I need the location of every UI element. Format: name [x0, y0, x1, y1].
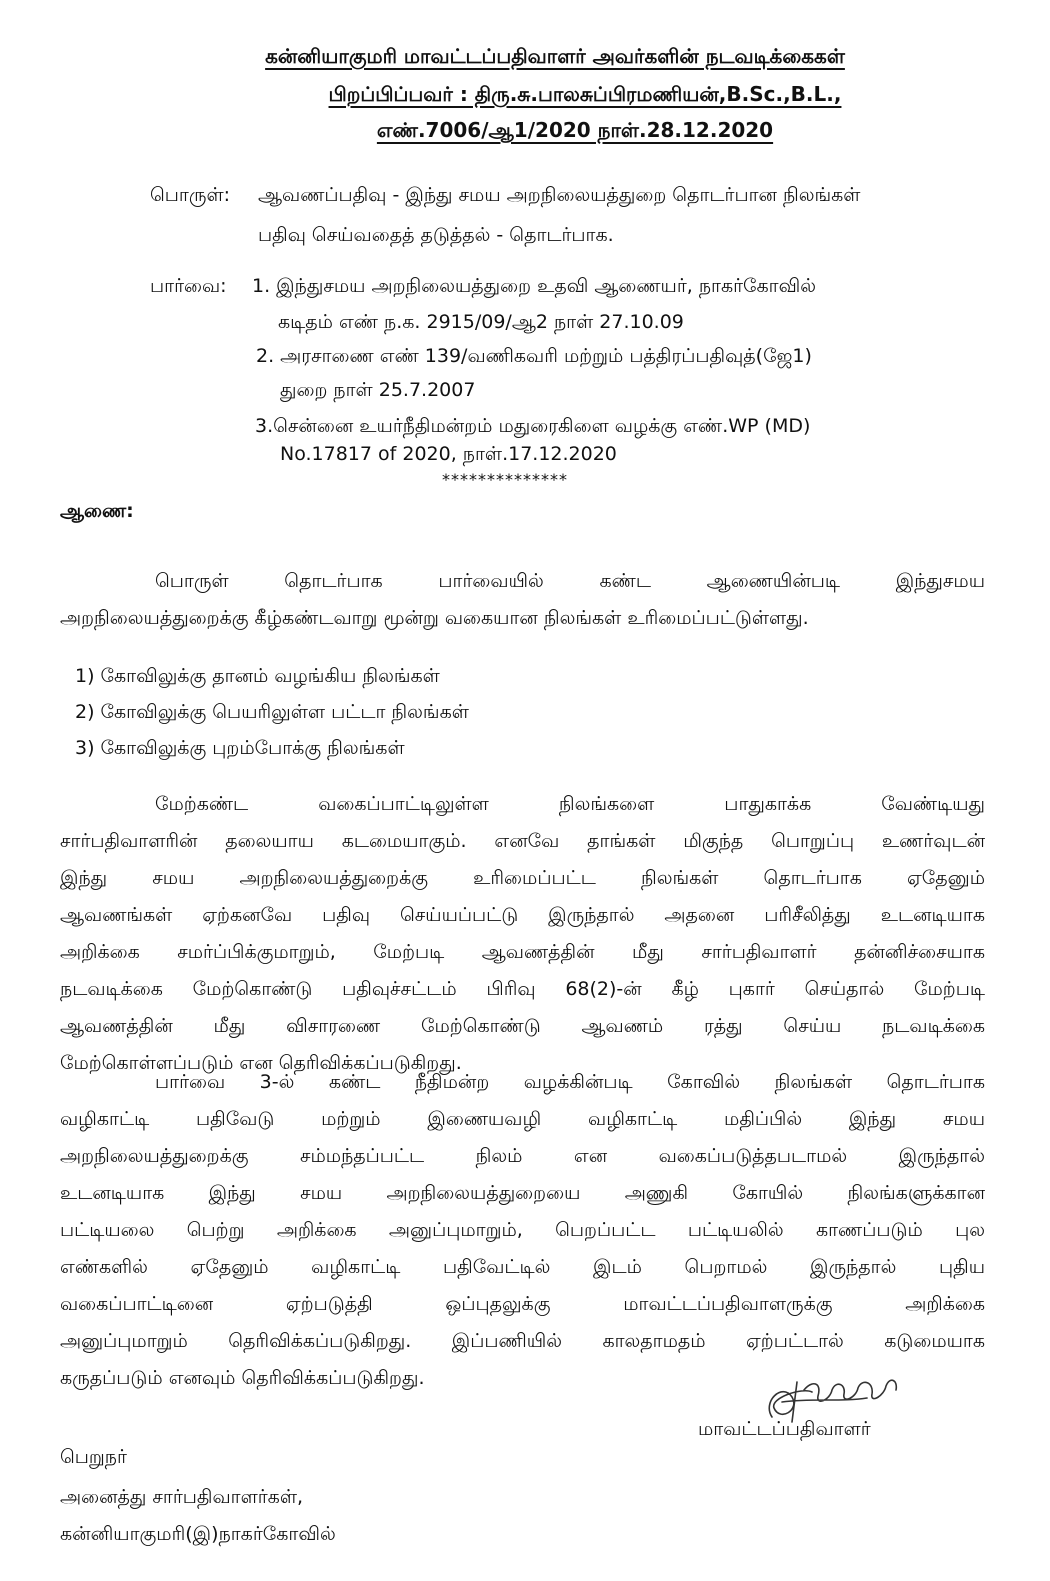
subject-line-1: ஆவணப்பதிவு - இந்து சமய அறநிலையத்துறை தொடர்பான நிலங்கள் [258, 184, 861, 206]
subject-label: பொருள்: [150, 184, 231, 206]
paragraph-3-line: உடனடியாக இந்து சமய அறநிலையத்துறையை அணுகி கோயில் நிலங்களுக்கான [60, 1182, 985, 1204]
paragraph-2-line: ஆவணங்கள் ஏற்கனவே பதிவு செய்யப்பட்டு இருந்தால் அதனை பரிசீலித்து உடனடியாக [60, 904, 985, 926]
reference-1-line-2: கடிதம் எண் ந.க. 2915/09/ஆ2 நாள் 27.10.09 [278, 311, 684, 333]
paragraph-3-line: கருதப்படும் எனவும் தெரிவிக்கப்படுகிறது. [60, 1367, 425, 1389]
recipient-line-1: அனைத்து சார்பதிவாளர்கள், [60, 1486, 304, 1508]
references-label: பார்வை: [150, 275, 227, 297]
paragraph-2 [60, 786, 985, 1082]
recipient-label: பெறுநர் [60, 1446, 127, 1468]
paragraph-2-line: மேற்கொள்ளப்படும் என தெரிவிக்கப்படுகிறது. [60, 1052, 462, 1074]
paragraph-2-line: இந்து சமய அறநிலையத்துறைக்கு உரிமைப்பட்ட நிலங்கள் தொடர்பாக ஏதேனும் [60, 867, 985, 889]
paragraph-1 [60, 563, 985, 637]
recipient-line-2: கன்னியாகுமரி(இ)நாகர்கோவில் [60, 1523, 336, 1545]
paragraph-2-line: அறிக்கை சமர்ப்பிக்குமாறும், மேற்படி ஆவணத்தின் மீது சார்பதிவாளர் தன்னிச்சையாக [60, 941, 985, 963]
reference-3-line-1: 3.சென்னை உயர்நீதிமன்றம் மதுரைகிளை வழக்கு எண்.WP (MD) [255, 415, 811, 437]
list-item: 1) கோவிலுக்கு தானம் வழங்கிய நிலங்கள் [75, 665, 440, 687]
reference-2-line-2: துறை நாள் 25.7.2007 [280, 379, 476, 401]
paragraph-3-line: எண்களில் ஏதேனும் வழிகாட்டி பதிவேட்டில் இடம் பெறாமல் இருந்தால் புதிய [60, 1256, 985, 1278]
subject-line-2: பதிவு செய்வதைத் தடுத்தல் - தொடர்பாக. [258, 224, 614, 246]
document-title: கன்னியாகுமரி மாவட்டப்பதிவாளர் அவர்களின் நடவடிக்கைகள் [265, 44, 845, 68]
paragraph-3-line: பட்டியலை பெற்று அறிக்கை அனுப்புமாறும், பெறப்பட்ட பட்டியலில் காணப்படும் புல [60, 1219, 985, 1241]
paragraph-2-line: ஆவணத்தின் மீது விசாரணை மேற்கொண்டு ஆவணம் ரத்து செய்ய நடவடிக்கை [60, 1015, 985, 1037]
reference-1-line-1: 1. இந்துசமய அறநிலையத்துறை உதவி ஆணையர், நாகர்கோவில் [252, 275, 816, 297]
separator-stars: ************** [442, 470, 568, 489]
paragraph-2-line: நடவடிக்கை மேற்கொண்டு பதிவுச்சட்டம் பிரிவு 68(2)-ன் கீழ் புகார் செய்தால் மேற்படி [60, 978, 985, 1000]
paragraph-2-line: மேற்கண்ட வகைப்பாட்டிலுள்ள நிலங்களை பாதுகாக்க வேண்டியது [155, 793, 985, 815]
paragraph-3-line: வழிகாட்டி பதிவேடு மற்றும் இணையவழி வழிகாட்டி மதிப்பில் இந்து சமய [60, 1108, 985, 1130]
designation-label: மாவட்டப்பதிவாளர் [698, 1418, 871, 1440]
paragraph-1-line: பொருள் தொடர்பாக பார்வையில் கண்ட ஆணையின்படி இந்துசமய [155, 570, 985, 592]
reference-number: எண்.7006/ஆ1/2020 நாள்.28.12.2020 [376, 118, 774, 142]
order-label: ஆணை: [60, 500, 134, 522]
paragraph-3-line: வகைப்பாட்டினை ஏற்படுத்தி ஒப்புதலுக்கு மாவட்டப்பதிவாளருக்கு அறிக்கை [60, 1293, 985, 1315]
paragraph-3-line: அறநிலையத்துறைக்கு சம்மந்தப்பட்ட நிலம் என வகைப்படுத்தபடாமல் இருந்தால் [60, 1145, 985, 1167]
paragraph-3-line: பார்வை 3-ல் கண்ட நீதிமன்ற வழக்கின்படி கோவில் நிலங்கள் தொடர்பாக [155, 1071, 985, 1093]
issuer-line: பிறப்பிப்பவர் : திரு.சு.பாலசுப்பிரமணியன்,B.Sc.,B.L., [328, 82, 842, 106]
list-item: 2) கோவிலுக்கு பெயரிலுள்ள பட்டா நிலங்கள் [75, 701, 469, 723]
paragraph-2-line: சார்பதிவாளரின் தலையாய கடமையாகும். எனவே தாங்கள் மிகுந்த பொறுப்பு உணர்வுடன் [60, 830, 985, 852]
paragraph-1-line: அறநிலையத்துறைக்கு கீழ்கண்டவாறு மூன்று வகையான நிலங்கள் உரிமைப்பட்டுள்ளது. [60, 607, 809, 629]
land-types-list [75, 658, 469, 766]
list-item: 3) கோவிலுக்கு புறம்போக்கு நிலங்கள் [75, 737, 405, 759]
paragraph-3-line: அனுப்புமாறும் தெரிவிக்கப்படுகிறது. இப்பணியில் காலதாமதம் ஏற்பட்டால் கடுமையாக [60, 1330, 985, 1352]
paragraph-3 [60, 1064, 985, 1397]
reference-2-line-1: 2. அரசாணை எண் 139/வணிகவரி மற்றும் பத்திரப்பதிவுத்(ஜே1) [256, 345, 812, 367]
reference-3-line-2: No.17817 of 2020, நாள்.17.12.2020 [280, 443, 617, 465]
